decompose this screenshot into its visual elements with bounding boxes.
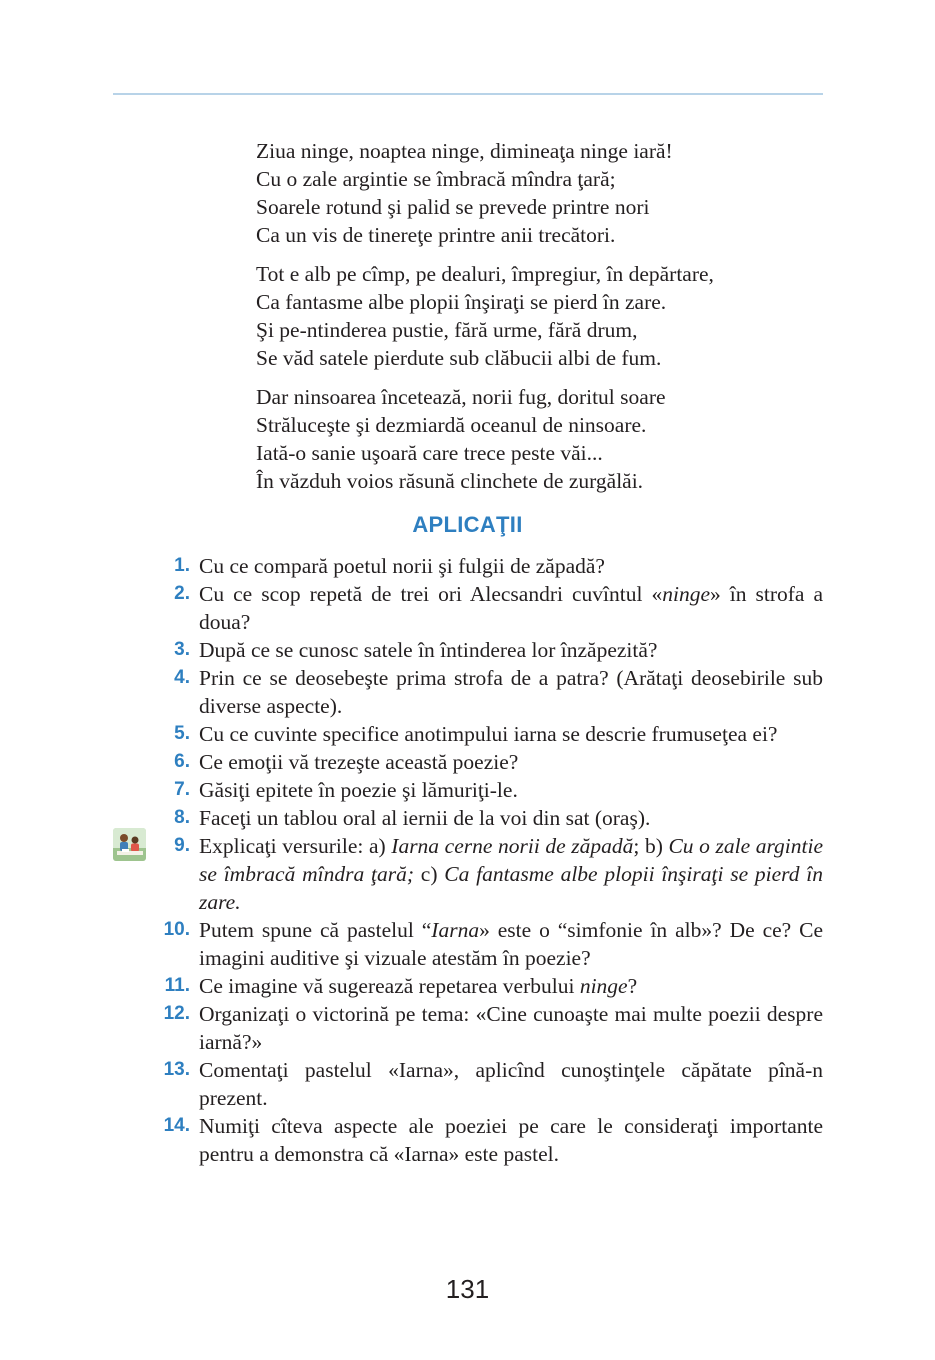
question-item bbox=[150, 1112, 823, 1168]
question-text: Găsiţi epitete în poezie şi lămuriţi-le. bbox=[199, 778, 518, 802]
poem-line: În văzduh voios răsună clinchete de zurgălăi. bbox=[256, 469, 644, 493]
question-item bbox=[150, 972, 823, 1000]
poem-line: Ca fantasme albe plopii înşiraţi se pierd în zare. bbox=[256, 290, 667, 314]
question-item bbox=[150, 1000, 823, 1056]
poem-line: Ziua ninge, noaptea ninge, dimineaţa ninge iară! bbox=[256, 139, 673, 163]
poem bbox=[256, 137, 816, 506]
question-item bbox=[150, 804, 823, 832]
question-item bbox=[150, 552, 823, 580]
poem-line: Şi pe-ntinderea pustie, fără urme, fără drum, bbox=[256, 318, 638, 342]
question-number: 7. bbox=[174, 779, 190, 800]
question-text: Comentaţi pastelul «Iarna», aplicînd cunoştinţele căpătate pînă-n prezent. bbox=[199, 1058, 823, 1110]
question-number: 9. bbox=[174, 835, 190, 856]
poem-line: Ca un vis de tinereţe printre anii trecători. bbox=[256, 223, 616, 247]
question-text: Ce imagine vă sugerează repetarea verbului ninge? bbox=[199, 974, 638, 998]
question-item bbox=[150, 720, 823, 748]
question-number: 6. bbox=[174, 751, 190, 772]
question-number: 5. bbox=[174, 723, 190, 744]
poem-stanza-3 bbox=[256, 383, 816, 495]
question-number: 3. bbox=[174, 639, 190, 660]
page-number: 131 bbox=[445, 1274, 490, 1304]
question-number: 12. bbox=[163, 1003, 190, 1024]
question-number: 8. bbox=[174, 807, 190, 828]
poem-line: Cu o zale argintie se îmbracă mîndra ţară; bbox=[256, 167, 616, 191]
question-text: Putem spune că pastelul “Iarna» este o “simfonie în alb»? De ce? Ce imagini auditive şi vizuale atestăm în poezie? bbox=[199, 918, 824, 970]
question-item bbox=[150, 916, 823, 972]
question-item bbox=[150, 636, 823, 664]
top-rule bbox=[113, 93, 823, 95]
poem-line: Soarele rotund şi palid se prevede printre nori bbox=[256, 195, 650, 219]
question-text: Faceţi un tablou oral al iernii de la voi din sat (oraş). bbox=[199, 806, 651, 830]
question-text: Organizaţi o victorină pe tema: «Cine cunoaşte mai multe poezii despre iarnă?» bbox=[199, 1002, 823, 1054]
question-text: Cu ce scop repetă de trei ori Alecsandri cuvîntul «ninge» în strofa a doua? bbox=[199, 582, 824, 634]
question-text: Cu ce compară poetul norii şi fulgii de zăpadă? bbox=[199, 554, 605, 578]
poem-line: Se văd satele pierdute sub clăbucii albi de fum. bbox=[256, 346, 662, 370]
question-item bbox=[150, 776, 823, 804]
question-number: 11. bbox=[164, 975, 190, 996]
question-number: 2. bbox=[174, 583, 190, 604]
question-item bbox=[150, 664, 823, 720]
questions-list bbox=[150, 552, 823, 1168]
question-item bbox=[150, 832, 823, 916]
section-heading: APLICAŢII bbox=[412, 512, 523, 537]
question-text: Ce emoţii vă trezeşte această poezie? bbox=[199, 750, 519, 774]
poem-stanza-1 bbox=[256, 137, 816, 249]
poem-line: Dar ninsoarea încetează, norii fug, doritul soare bbox=[256, 385, 666, 409]
poem-line: Tot e alb pe cîmp, pe dealuri, împregiur, în depărtare, bbox=[256, 262, 714, 286]
question-text: Cu ce cuvinte specifice anotimpului iarna se descrie frumuseţea ei? bbox=[199, 722, 778, 746]
poem-line: Iată-o sanie uşoară care trece peste văi... bbox=[256, 441, 603, 465]
question-number: 1. bbox=[174, 555, 190, 576]
question-text: Explicaţi versurile: a) Iarna cerne norii de zăpadă; b) Cu o zale argintie se îmbracă mîndra ţară; c) Ca fantasme albe plopii înşiraţi se pierd în zare. bbox=[199, 834, 824, 914]
question-item bbox=[150, 748, 823, 776]
poem-stanza-2 bbox=[256, 260, 816, 372]
poem-line: Străluceşte şi dezmiardă oceanul de ninsoare. bbox=[256, 413, 647, 437]
question-text: După ce se cunosc satele în întinderea lor înzăpezită? bbox=[199, 638, 658, 662]
question-item bbox=[150, 580, 823, 636]
question-text: Prin ce se deosebeşte prima strofa de a patra? (Arătaţi deosebirile sub diverse aspecte). bbox=[199, 666, 823, 718]
question-number: 4. bbox=[174, 667, 190, 688]
question-number: 13. bbox=[163, 1059, 190, 1080]
question-number: 10. bbox=[163, 919, 190, 940]
children-activity-icon bbox=[113, 828, 146, 861]
question-text: Numiţi cîteva aspecte ale poeziei pe care le consideraţi importante pentru a demonstra că «Iarna» este pastel. bbox=[199, 1114, 823, 1166]
question-item bbox=[150, 1056, 823, 1112]
question-number: 14. bbox=[163, 1115, 190, 1136]
